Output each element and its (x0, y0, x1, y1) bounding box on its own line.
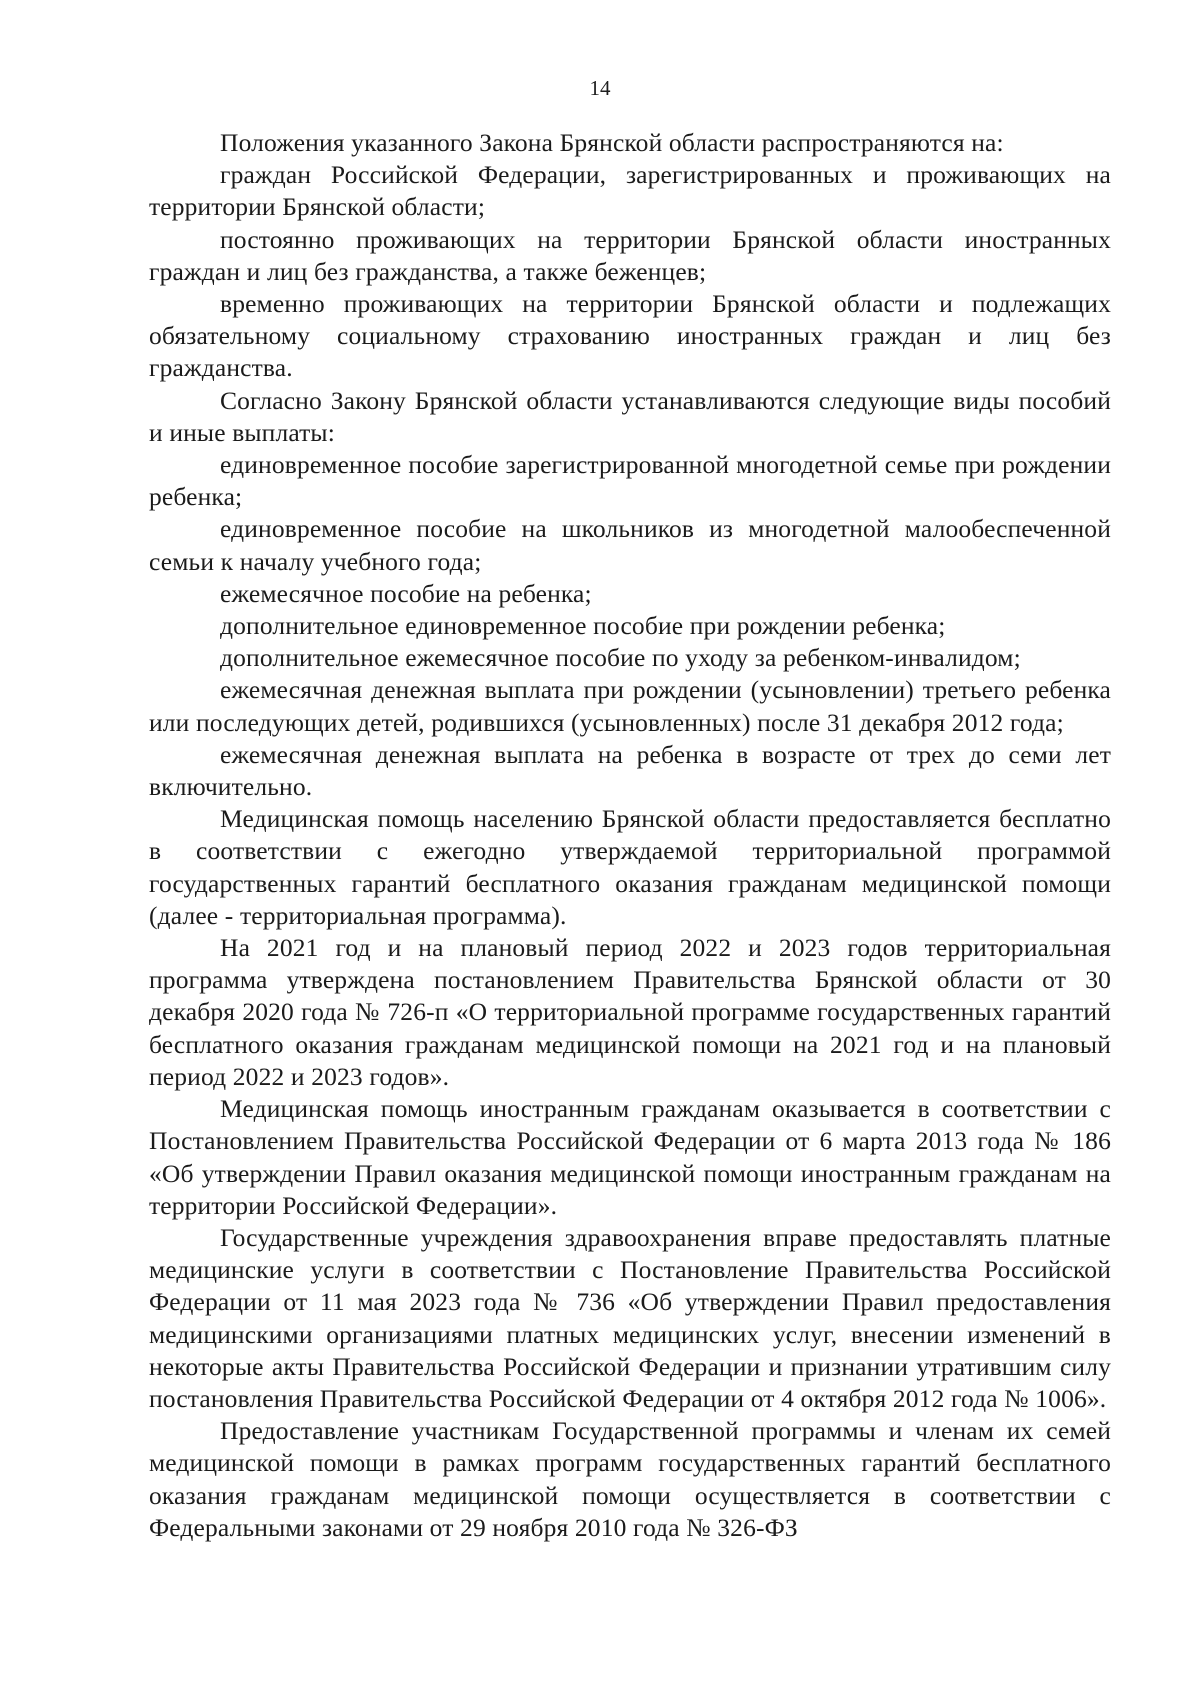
paragraph-territorial-program-2021: На 2021 год и на плановый период 2022 и 2023 годов территориальная программа утверждена постановлением Правительства Брянской области от 30 декабря 2020 года № 726-п «О территориальной программе государственных гарантий бесплатного оказания гражданам медицинской помощи на 2021 год и на плановый период 2022 и 2023 годов». (149, 933, 1111, 1091)
paragraph-provisions-apply: Положения указанного Закона Брянской области распространяются на: (220, 128, 1004, 157)
paragraph-foreign-medical-care: Медицинская помощь иностранным гражданам оказывается в соответствии с Постановлением Правительства Российской Федерации от 6 марта 2013 года № 186 «Об утверждении Правил оказания медицинской помощи иностранным гражданам на территории Российской Федерации». (149, 1094, 1111, 1220)
paragraph-benefit-additional-birth: дополнительное единовременное пособие при рождении ребенка; (220, 611, 946, 641)
paragraph-temporary-foreigners: временно проживающих на территории Брянской области и подлежащих обязательному социальному страхованию иностранных граждан и лиц без гражданства. (149, 289, 1111, 383)
paragraph-benefit-schoolchildren: единовременное пособие на школьников из многодетной малообеспеченной семьи к началу учебного года; (149, 514, 1111, 576)
paragraph-benefit-third-child: ежемесячная денежная выплата при рождении (усыновлении) третьего ребенка или последующих детей, родившихся (усыновленных) после 31 декабря 2012 года; (149, 675, 1111, 737)
paragraph-permanent-foreigners: постоянно проживающих на территории Брянской области иностранных граждан и лиц без гражданства, а также беженцев; (149, 224, 1111, 286)
paragraph-russian-citizens: граждан Российской Федерации, зарегистрированных и проживающих на территории Брянской области; (149, 160, 1111, 222)
paragraph-benefit-monthly-child: ежемесячное пособие на ребенка; (220, 578, 592, 608)
paragraph-medical-care-free: Медицинская помощь населению Брянской области предоставляется бесплатно в соответствии с ежегодно утверждаемой территориальной программой государственных гарантий бесплатного оказания гражданам медицинской помощи (далее - территориальная программа). (149, 804, 1111, 930)
paragraph-benefit-three-to-seven: ежемесячная денежная выплата на ребенка в возрасте от трех до семи лет включительно. (149, 739, 1111, 802)
paragraph-benefit-types-intro: Согласно Закону Брянской области устанавливаются следующие виды пособий и иные выплаты: (149, 385, 1111, 447)
page-number: 14 (589, 76, 611, 100)
paragraph-paid-medical-services: Государственные учреждения здравоохранения вправе предоставлять платные медицинские услуги в соответствии с Постановление Правительства Российской Федерации от 11 мая 2023 года № 736 «Об утверждении Правил предоставления медицинскими организациями платных медицинских услуг, внесении изменений в некоторые акты Правительства Российской Федерации и признании утратившим силу постановления Правительства Российской Федерации от 4 октября 2012 года № 1006». (149, 1222, 1111, 1413)
paragraph-program-participants-care: Предоставление участникам Государственной программы и членам их семей медицинской помощи в рамках программ государственных гарантий бесплатного оказания гражданам медицинской помощи осуществляется в соответствии с Федеральными законами от 29 ноября 2010 года № 326-ФЗ (149, 1416, 1111, 1542)
document-body (149, 127, 1111, 1544)
paragraph-benefit-large-family-birth: единовременное пособие зарегистрированной многодетной семье при рождении ребенка; (149, 450, 1111, 512)
paragraph-benefit-disabled-child-care: дополнительное ежемесячное пособие по уходу за ребенком-инвалидом; (220, 643, 1021, 673)
